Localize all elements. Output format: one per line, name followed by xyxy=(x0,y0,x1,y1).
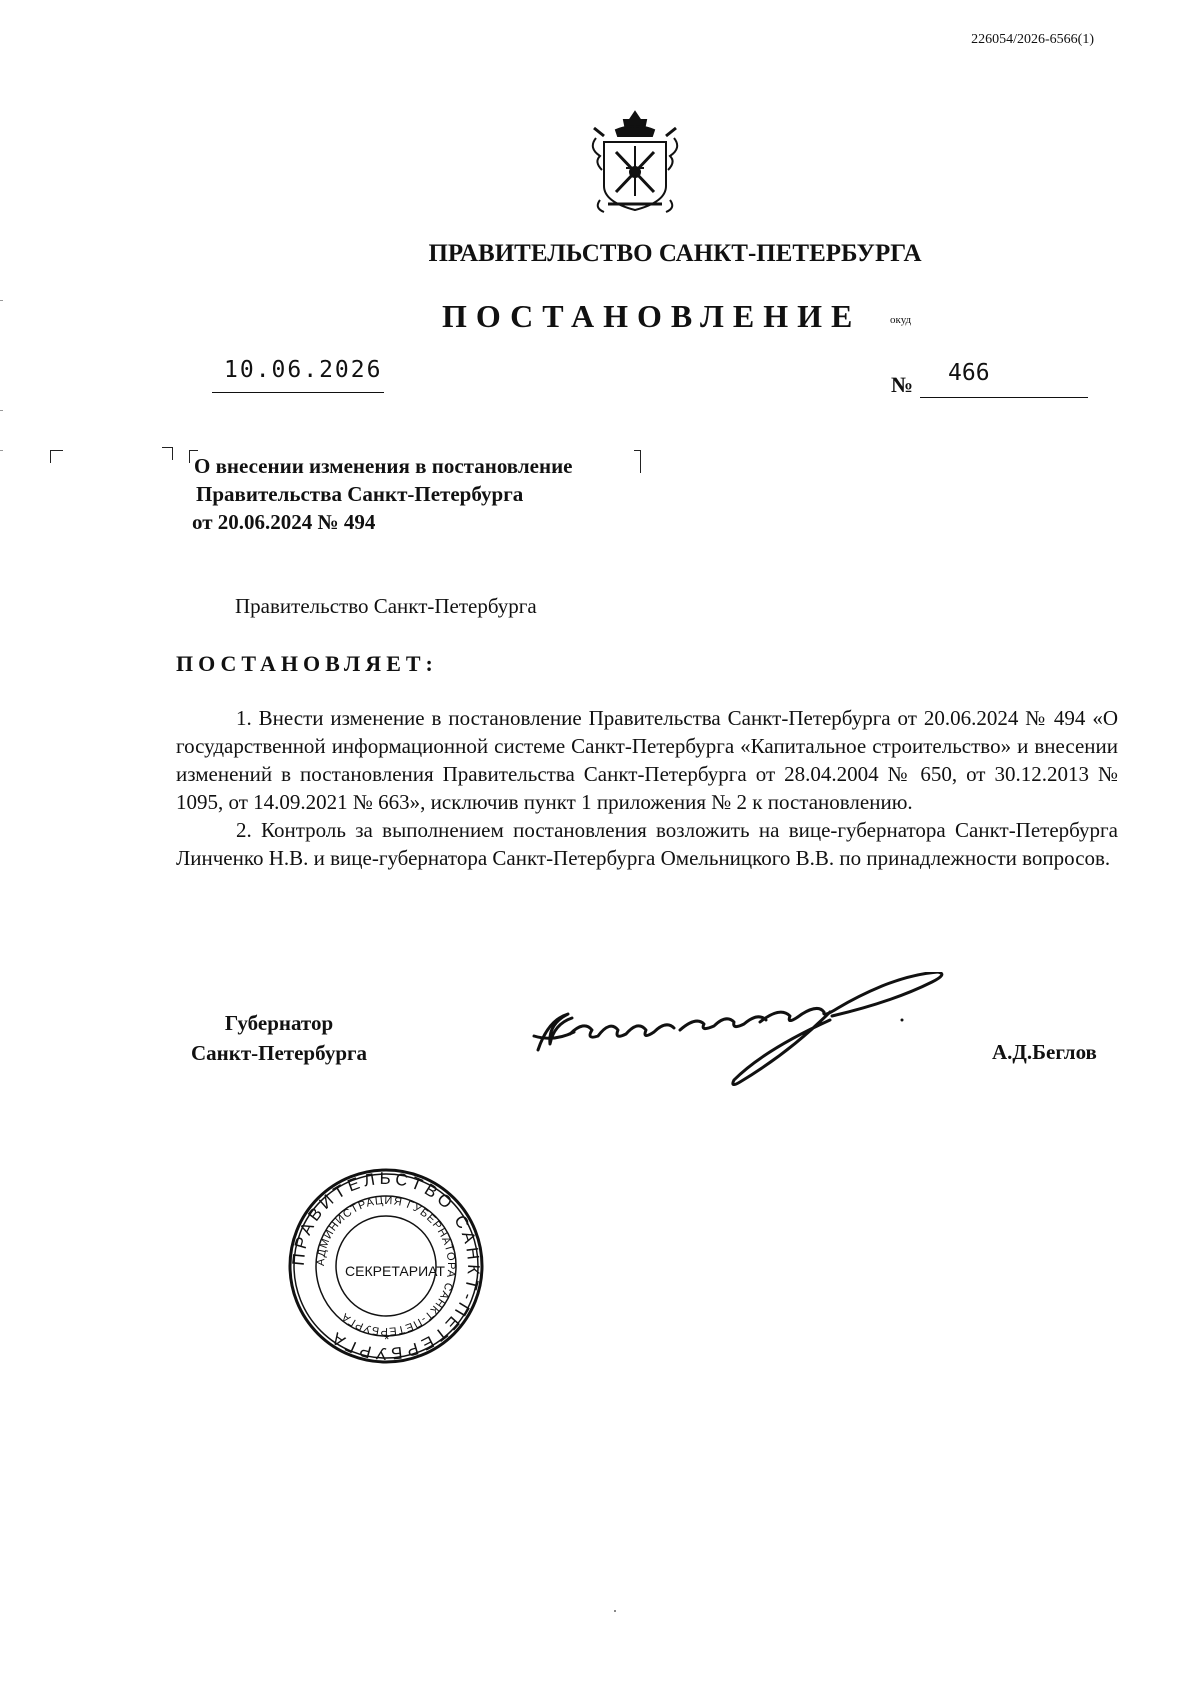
stamp-inner-text: АДМИНИСТРАЦИЯ ГУБЕРНАТОРА САНКТ-ПЕТЕРБУРГА xyxy=(314,1194,458,1338)
subject-line: от 20.06.2024 № 494 xyxy=(192,510,376,534)
registration-number: 226054/2026-6566(1) xyxy=(971,32,1094,47)
paragraph-2: 2. Контроль за выполнением постановления возложить на вице-губернатора Санкт-Петербурга Линченко Н.В. и вице-губернатора Санкт-Петербурга Омельницкого В.В. по принадлежности вопросов. xyxy=(176,818,1118,870)
paragraph-1: 1. Внести изменение в постановление Правительства Санкт-Петербурга от 20.06.2024 № 494 «О государственной информационной системе Санкт-Петербурга «Капитальное строительство» и внесении изменений в постановления Правительства Санкт-Петербурга от 28.04.2004 № 650, от 30.12.2013 № 1095, от 14.09.2021 № 663», исключив пункт 1 приложения № 2 к постановлению. xyxy=(176,706,1118,814)
signer-name: А.Д.Беглов xyxy=(992,1040,1097,1064)
signer-title xyxy=(176,1008,382,1068)
coat-of-arms-emblem xyxy=(586,108,684,216)
corner-mark xyxy=(50,450,63,463)
edge-mark xyxy=(0,410,3,411)
scan-artifact xyxy=(614,1610,616,1612)
stamp-star: * xyxy=(384,1331,390,1347)
edge-mark xyxy=(0,300,3,301)
document-subject xyxy=(194,452,573,536)
stamp-outer-text: ПРАВИТЕЛЬСТВО САНКТ-ПЕТЕРБУРГА xyxy=(288,1168,484,1364)
handwritten-signature xyxy=(530,972,950,1092)
number-underline xyxy=(920,397,1088,398)
document-number: 466 xyxy=(948,360,990,386)
date-underline xyxy=(212,392,384,393)
corner-mark xyxy=(162,447,173,460)
okud-label: окуд xyxy=(890,314,912,326)
intro-text: Правительство Санкт-Петербурга xyxy=(235,594,537,618)
edge-mark xyxy=(0,450,3,451)
resolves-heading: ПОСТАНОВЛЯЕТ: xyxy=(176,651,438,676)
stamp-center-text: СЕКРЕТАРИАТ xyxy=(345,1263,445,1279)
corner-mark xyxy=(634,450,641,473)
government-title: ПРАВИТЕЛЬСТВО САНКТ-ПЕТЕРБУРГА xyxy=(428,240,922,267)
signer-title-line: Санкт-Петербурга xyxy=(190,1041,368,1065)
body-text xyxy=(176,704,1118,872)
signer-title-line: Губернатор xyxy=(224,1011,334,1035)
document-type-title: ПОСТАНОВЛЕНИЕ xyxy=(442,298,862,334)
subject-line: О внесении изменения в постановление xyxy=(194,454,573,478)
number-sign: № xyxy=(891,372,914,397)
subject-line: Правительства Санкт-Петербурга xyxy=(196,482,524,506)
document-date: 10.06.2026 xyxy=(224,357,383,383)
